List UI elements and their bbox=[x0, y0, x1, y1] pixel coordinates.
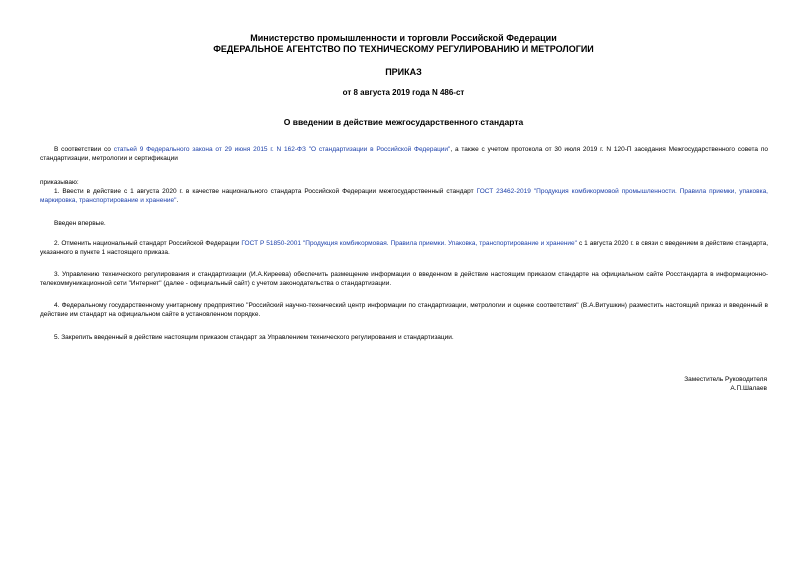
item-3-paragraph: 3. Управлению технического регулирования и стандартизации (И.А.Киреева) обеспечить размещение информации о введенном в действие настоящим приказом стандарте на официальном сайте Росстандарта в информационно-телекоммуникационной сети "Интернет" (далее - официальный сайт) с учетом законодательства о стандартизации. bbox=[40, 271, 768, 287]
item-4-paragraph: 4. Федеральному государственному унитарному предприятию "Российский научно-технический центр информации по стандартизации, метрологии и оценке соответствия" (В.А.Витушкин) разместить настоящий приказ и введенный в действие им стандарт на официальном сайте в установленном порядке. bbox=[40, 302, 768, 318]
preamble-text-before: В соответствии со bbox=[54, 146, 114, 153]
signature-name: А.П.Шалаев bbox=[730, 385, 767, 392]
preamble-text-after: , а также с учетом протокола от 30 июля 2019 г. N 120-П заседания Межгосударственного совета по стандартизации, метрологии и сертификации bbox=[40, 146, 768, 162]
order-date-number: от 8 августа 2019 года N 486-ст bbox=[342, 88, 465, 97]
item-1-text-before: 1. Ввести в действие с 1 августа 2020 г. в качестве национального стандарта Российской Федерации межгосударственный стандарт bbox=[54, 188, 477, 195]
agency-heading: ФЕДЕРАЛЬНОЕ АГЕНТСТВО ПО ТЕХНИЧЕСКОМУ РЕГУЛИРОВАНИЮ И МЕТРОЛОГИИ bbox=[213, 44, 594, 54]
introduced-note: Введен впервые. bbox=[54, 220, 106, 227]
ministry-heading: Министерство промышленности и торговли Российской Федерации bbox=[250, 33, 557, 43]
item-2-text-before: 2. Отменить национальный стандарт Российской Федерации bbox=[54, 240, 242, 247]
item-2-text-after: с 1 августа 2020 г. в связи с введением в действие стандарта, указанного в пункте 1 настоящего приказа. bbox=[40, 240, 768, 256]
signature-position: Заместитель Руководителя bbox=[684, 376, 767, 383]
item-5-paragraph: 5. Закрепить введенный в действие настоящим приказом стандарт за Управлением технического регулирования и стандартизации. bbox=[54, 334, 454, 341]
order-subject: О введении в действие межгосударственного стандарта bbox=[283, 117, 524, 127]
order-title: ПРИКАЗ bbox=[385, 67, 422, 77]
item-1-paragraph bbox=[40, 187, 768, 205]
gost-r-51850-link[interactable]: ГОСТ Р 51850-2001 "Продукция комбикормовая. Правила приемки. Упаковка, транспортирование и хранение" bbox=[241, 240, 577, 247]
order-word: приказываю: bbox=[40, 179, 79, 186]
gost-23462-link[interactable]: ГОСТ 23462-2019 "Продукция комбикормовой промышленности. Правила приемки, упаковка, маркировка, транспортирование и хранение" bbox=[40, 188, 768, 204]
law-link[interactable]: статьей 9 Федерального закона от 29 июня 2015 г. N 162-ФЗ "О стандартизации в Российской Федерации" bbox=[113, 146, 451, 153]
item-2-paragraph bbox=[40, 239, 768, 257]
preamble-paragraph bbox=[40, 145, 768, 163]
item-1-text-after: . bbox=[176, 197, 179, 204]
